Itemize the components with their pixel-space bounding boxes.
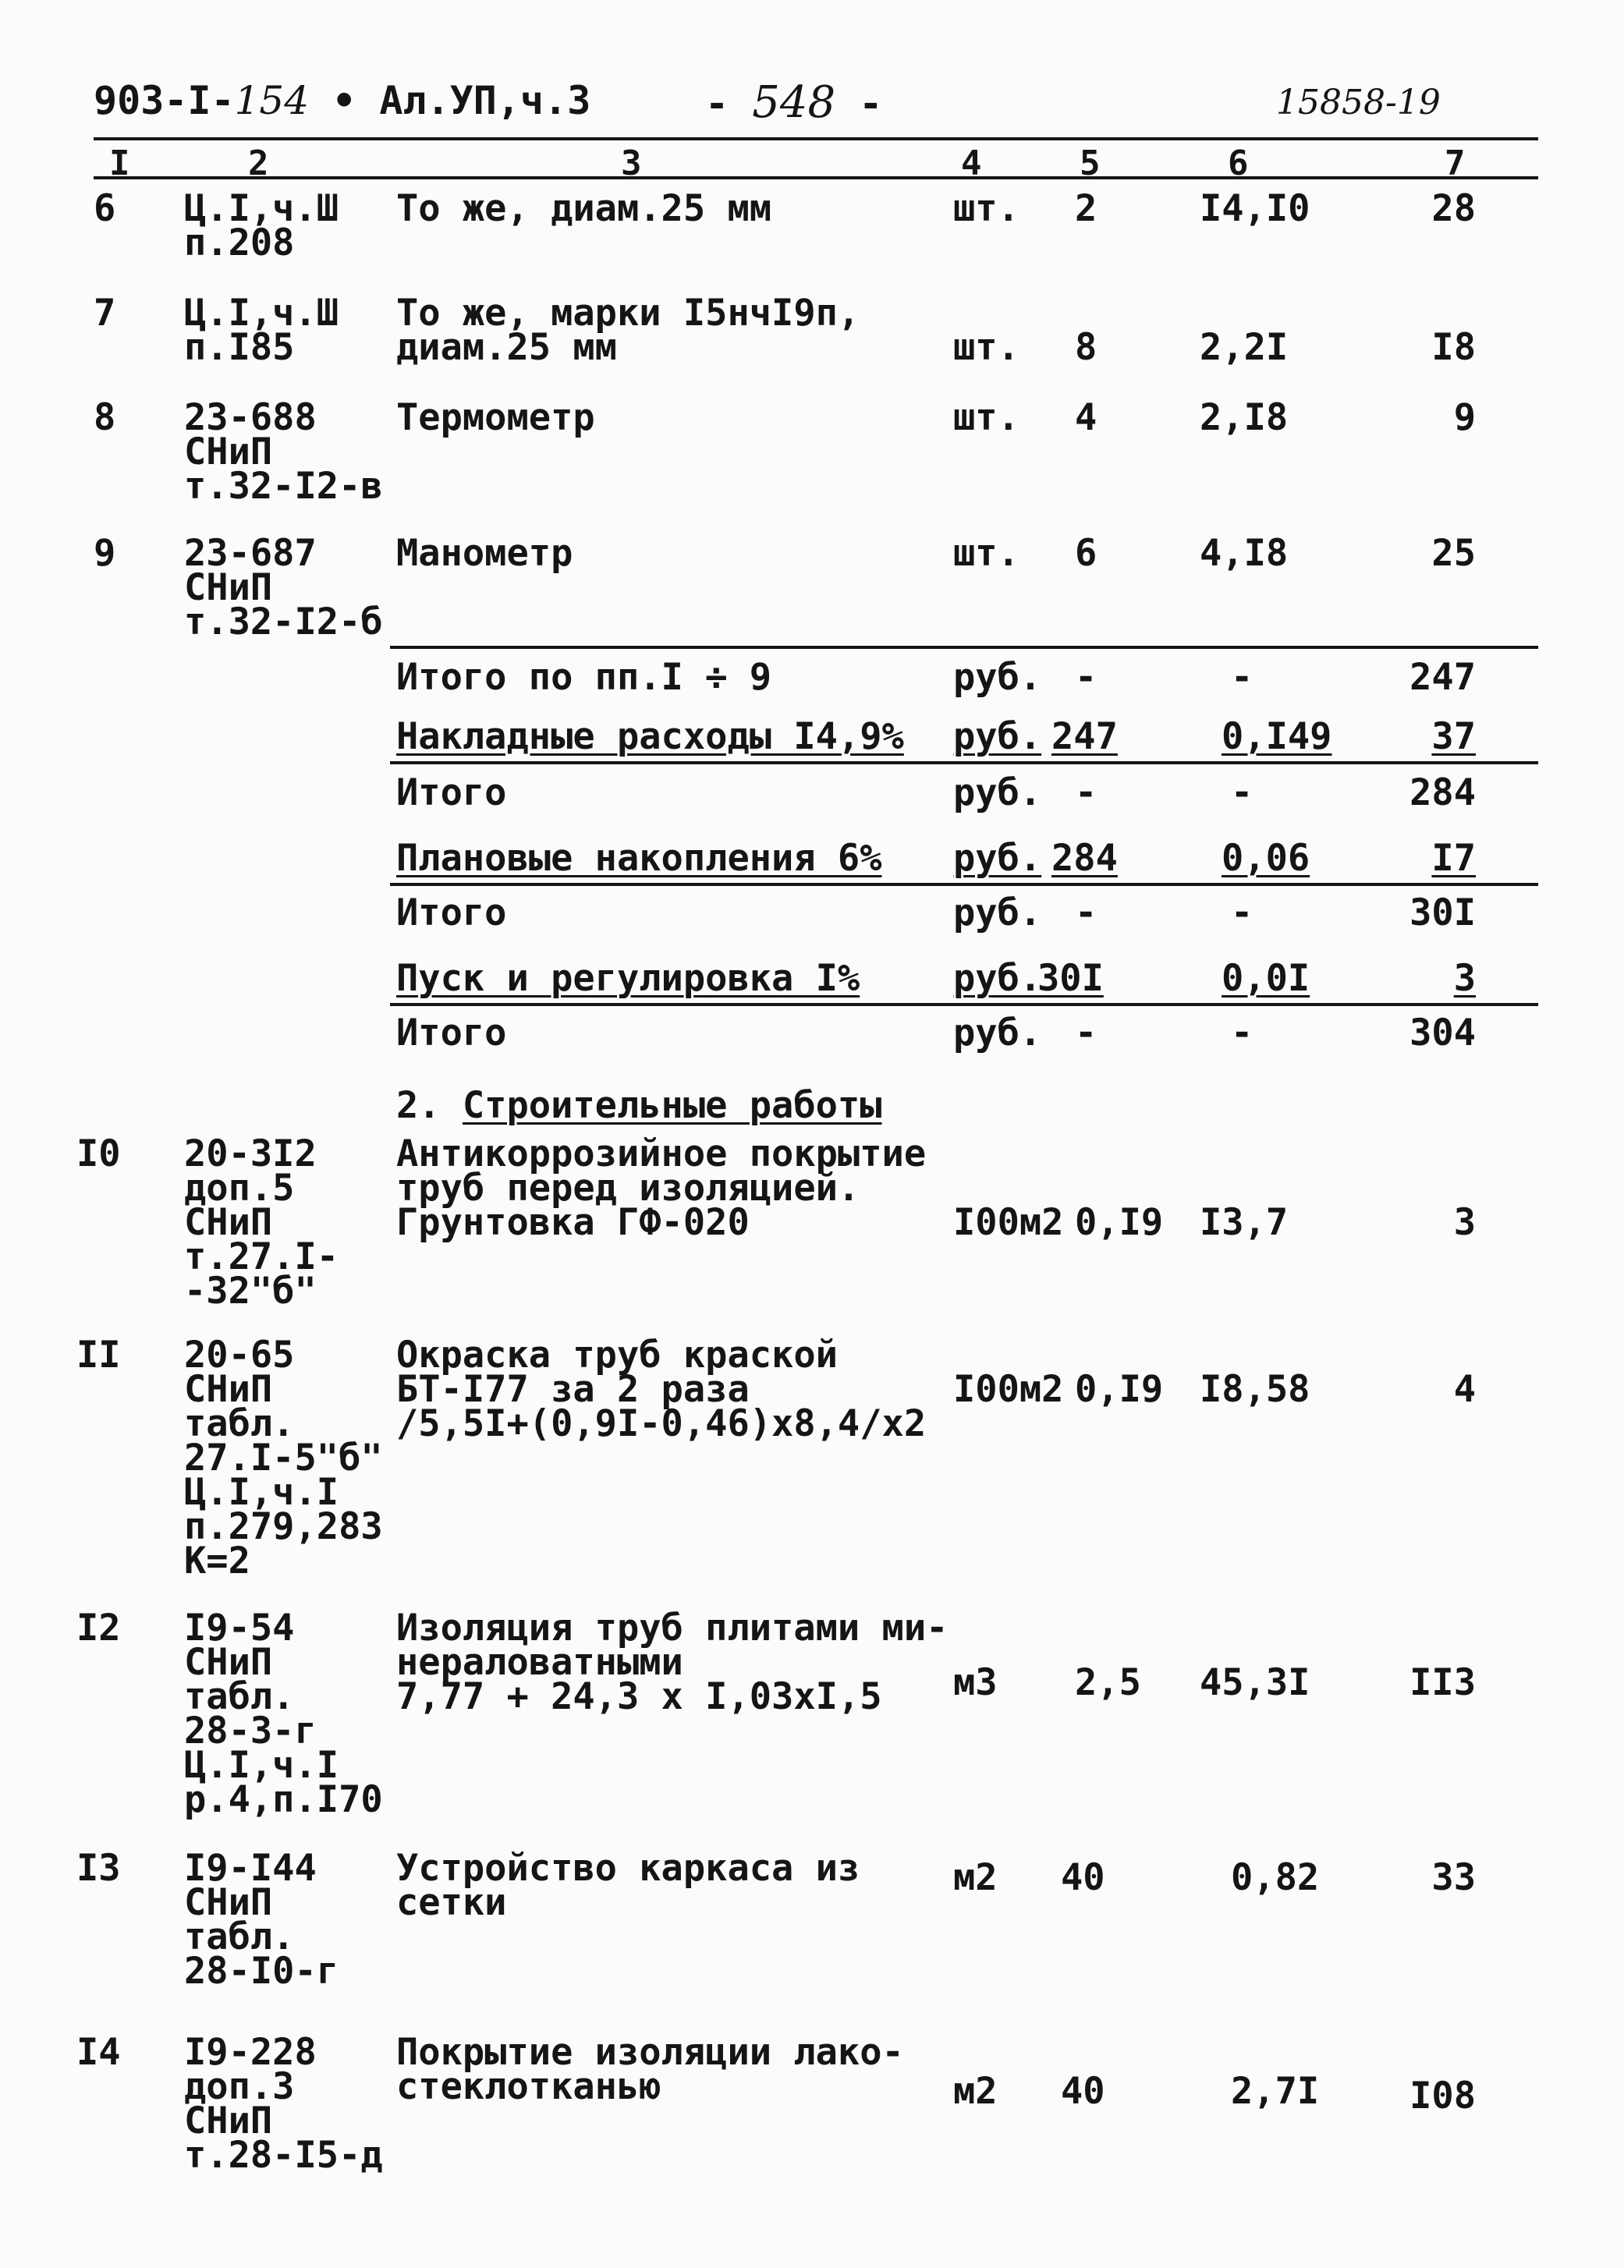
item-name: То же, диам.25 мм	[396, 187, 772, 230]
item-total: 33	[1431, 1856, 1476, 1899]
item-total: 25	[1431, 532, 1476, 575]
document-code-handwritten: 154	[234, 78, 310, 123]
item-name: Антикоррозийное покрытие труб перед изоляцией. Грунтовка ГФ-020	[396, 1132, 927, 1244]
item-price: 2,7I	[1231, 2070, 1320, 2113]
item-number: I0	[76, 1132, 121, 1175]
sheet-code: 15858-19	[1276, 83, 1441, 122]
summary-row	[0, 658, 1624, 697]
item-quantity: 4	[1075, 396, 1097, 439]
summary-row	[0, 771, 1624, 814]
summary-unit: руб.	[953, 837, 1042, 880]
item-unit: м2	[953, 2070, 998, 2113]
item-code: 20-65 СНиП табл. 27.I-5"б" Ц.I,ч.I п.279,283 К=2	[184, 1334, 383, 1582]
summary-row	[0, 1014, 1624, 1053]
summary-base: -	[1075, 1012, 1097, 1054]
item-quantity: 40	[1061, 2070, 1105, 2113]
item-number: II	[76, 1334, 121, 1377]
item-code: Ц.I,ч.Ш п.208	[184, 187, 339, 264]
summary-base: -	[1075, 656, 1097, 699]
page-number-dash: -	[835, 81, 883, 126]
item-number: 9	[94, 532, 116, 575]
summary-total: 284	[1409, 771, 1476, 814]
summary-label: Итого	[396, 771, 507, 814]
summary-row	[0, 715, 1624, 758]
item-unit: I00м2	[953, 1368, 1064, 1411]
header-top-rule	[94, 137, 1538, 140]
summary-base: -	[1075, 771, 1097, 814]
item-price: 2,I8	[1200, 396, 1289, 439]
summary-unit: руб.	[953, 1012, 1042, 1054]
summary-label: Пуск и регулировка I%	[396, 957, 860, 1000]
summary-rate: -	[1231, 891, 1253, 934]
header-bottom-rule	[94, 176, 1538, 179]
document-code-prefix: 903-I-	[94, 78, 235, 123]
summary-rate: -	[1231, 656, 1253, 699]
summary-total: 247	[1409, 656, 1476, 699]
item-total: 28	[1431, 187, 1476, 230]
item-number: 8	[94, 396, 116, 439]
section-number: 2.	[396, 1084, 463, 1127]
item-unit: I00м2	[953, 1201, 1064, 1244]
item-total: I8	[1431, 326, 1476, 369]
summary-rule	[390, 883, 1538, 886]
summary-total: 37	[1431, 715, 1476, 758]
summary-rule	[390, 761, 1538, 764]
summary-unit: руб.	[953, 891, 1042, 934]
item-unit: шт.	[953, 396, 1019, 439]
column-number-4: 4	[961, 144, 982, 183]
item-code: I9-I44 СНиП табл. 28-I0-г	[184, 1847, 339, 1993]
item-quantity: 2	[1075, 187, 1097, 230]
item-code: I9-228 доп.3 СНиП т.28-I5-д	[184, 2031, 383, 2177]
item-unit: шт.	[953, 532, 1019, 575]
summary-rate: 0,0I	[1222, 957, 1310, 1000]
item-price: I8,58	[1200, 1368, 1310, 1411]
summary-rate: 0,I49	[1222, 715, 1332, 758]
summary-unit: руб.	[953, 957, 1042, 1000]
summary-rate: -	[1231, 771, 1253, 814]
item-name: Изоляция труб плитами ми- нераловатными 7,77 + 24,3 х I,03хI,5	[396, 1607, 949, 1718]
summary-rate: 0,06	[1222, 837, 1310, 880]
item-name: Устройство каркаса из сетки	[396, 1847, 860, 1924]
page-number-value: 548	[752, 77, 836, 128]
summary-unit: руб.	[953, 715, 1042, 758]
item-number: 6	[94, 187, 116, 230]
item-price: 45,3I	[1200, 1661, 1310, 1704]
summary-label: Накладные расходы I4,9%	[396, 715, 904, 758]
column-number-6: 6	[1228, 144, 1249, 183]
summary-label: Итого	[396, 891, 507, 934]
item-price: 2,2I	[1200, 326, 1289, 369]
item-name: Манометр	[396, 532, 573, 575]
document-code-suffix: • Ал.УП,ч.3	[309, 78, 591, 123]
item-quantity: 40	[1061, 1856, 1105, 1899]
item-quantity: 6	[1075, 532, 1097, 575]
summary-base: -	[1075, 891, 1097, 934]
column-number-7: 7	[1445, 144, 1466, 183]
item-quantity: 0,I9	[1075, 1368, 1164, 1411]
page-number-dash: -	[705, 81, 753, 126]
summary-label: Плановые накопления 6%	[396, 837, 882, 880]
item-total: II3	[1409, 1661, 1476, 1704]
item-quantity: 0,I9	[1075, 1201, 1164, 1244]
item-number: I3	[76, 1847, 121, 1890]
summary-unit: руб.	[953, 771, 1042, 814]
summary-row	[0, 891, 1624, 934]
summary-base: 247	[1051, 715, 1118, 758]
item-total: I08	[1409, 2075, 1476, 2117]
item-quantity: 2,5	[1075, 1661, 1141, 1704]
item-name: То же, марки I5нчI9п, диам.25 мм	[396, 292, 860, 369]
item-name: Термометр	[396, 396, 595, 439]
item-code: 20-3I2 доп.5 СНиП т.27.I- -32"б"	[184, 1132, 339, 1313]
item-name: Окраска труб краской БТ-I77 за 2 раза /5,5I+(0,9I-0,46)х8,4/х2	[396, 1334, 927, 1445]
summary-base: 284	[1051, 837, 1118, 880]
summary-label: Итого	[396, 1012, 507, 1054]
summary-total: I7	[1431, 837, 1476, 880]
item-number: I2	[76, 1607, 121, 1650]
item-unit: м2	[953, 1856, 998, 1899]
summary-total: 30I	[1409, 891, 1476, 934]
column-number-3: 3	[621, 144, 642, 183]
item-name: Покрытие изоляции лако- стеклотканью	[396, 2031, 904, 2108]
column-number-2: 2	[248, 144, 269, 183]
item-total: 4	[1453, 1368, 1476, 1411]
summary-row	[0, 959, 1624, 998]
summary-rule	[390, 1003, 1538, 1006]
item-number: I4	[76, 2031, 121, 2074]
item-unit: шт.	[953, 326, 1019, 369]
summary-rate: -	[1231, 1012, 1253, 1054]
summary-base: 30I	[1037, 957, 1104, 1000]
page-number	[705, 77, 883, 128]
item-number: 7	[94, 292, 116, 335]
item-unit: м3	[953, 1661, 998, 1704]
section-title: Строительные работы	[462, 1084, 882, 1127]
column-number-1: I	[109, 144, 130, 183]
summary-row	[0, 839, 1624, 878]
column-number-5: 5	[1080, 144, 1101, 183]
summary-total: 304	[1409, 1012, 1476, 1054]
item-price: I3,7	[1200, 1201, 1289, 1244]
item-total: 9	[1453, 396, 1476, 439]
item-unit: шт.	[953, 187, 1019, 230]
summary-unit: руб.	[953, 656, 1042, 699]
item-price: 4,I8	[1200, 532, 1289, 575]
item-code: 23-688 СНиП т.32-I2-в	[184, 396, 383, 508]
document-code	[94, 78, 591, 123]
item-code: 23-687 СНиП т.32-I2-б	[184, 532, 383, 643]
summary-top-rule	[390, 646, 1538, 649]
item-code: Ц.I,ч.Ш п.I85	[184, 292, 339, 369]
item-quantity: 8	[1075, 326, 1097, 369]
item-price: I4,I0	[1200, 187, 1310, 230]
summary-total: 3	[1453, 957, 1476, 1000]
item-total: 3	[1453, 1201, 1476, 1244]
item-code: I9-54 СНиП табл. 28-3-г Ц.I,ч.I р.4,п.I70	[184, 1607, 383, 1821]
summary-label: Итого по пп.I ÷ 9	[396, 656, 772, 699]
section-heading	[396, 1086, 882, 1125]
item-price: 0,82	[1231, 1856, 1320, 1899]
